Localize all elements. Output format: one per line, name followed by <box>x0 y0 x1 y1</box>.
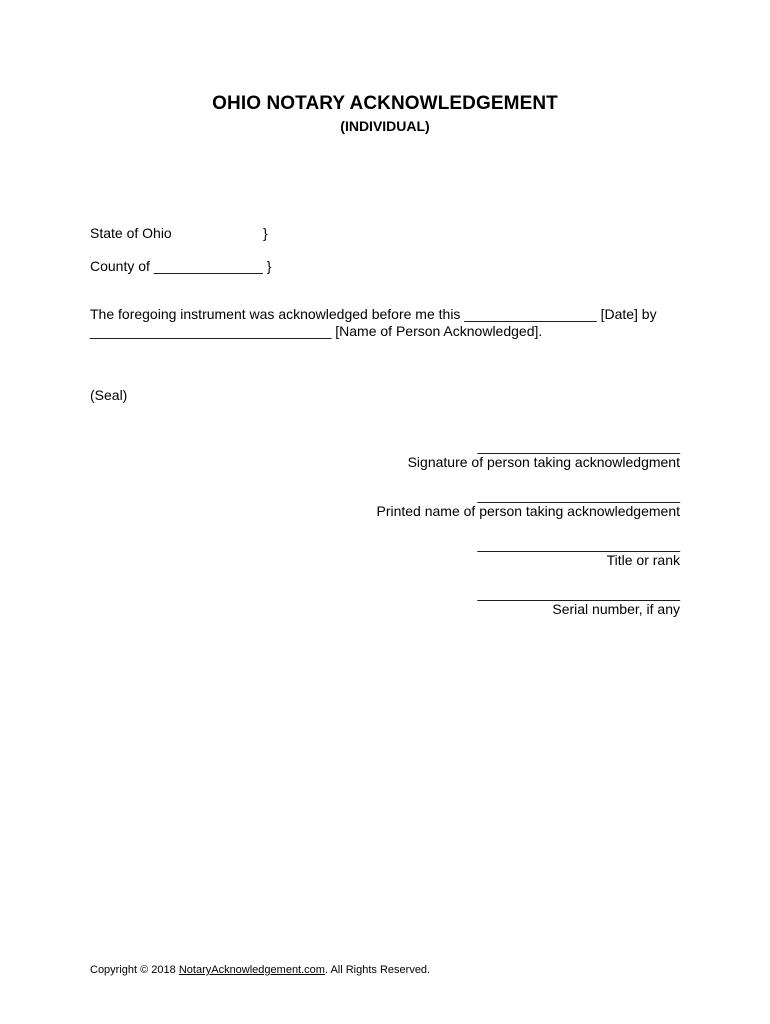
printed-name-label: Printed name of person taking acknowledgement <box>376 503 680 519</box>
serial-number-line: __________________________ <box>477 585 680 601</box>
document-title: OHIO NOTARY ACKNOWLEDGEMENT <box>212 93 558 114</box>
county-label: County of ______________ } <box>90 258 272 274</box>
printed-name-line: __________________________ <box>477 487 680 503</box>
title-rank-label: Title or rank <box>606 552 680 568</box>
serial-number-label: Serial number, if any <box>552 601 680 617</box>
copyright-suffix: . All Rights Reserved. <box>324 964 431 976</box>
copyright-footer <box>90 964 430 976</box>
copyright-prefix: Copyright © 2018 <box>90 964 179 976</box>
document-subtitle: (INDIVIDUAL) <box>340 118 430 134</box>
acknowledgement-text-line-2: _______________________________ [Name of Person Acknowledged]. <box>90 323 543 339</box>
seal-label: (Seal) <box>90 387 128 403</box>
signature-line: __________________________ <box>477 438 680 454</box>
state-label: State of Ohio <box>90 225 172 241</box>
title-rank-line: __________________________ <box>477 536 680 552</box>
copyright-link[interactable]: NotaryAcknowledgement.com <box>178 964 325 976</box>
state-brace: } <box>263 225 268 241</box>
signature-label: Signature of person taking acknowledgment <box>407 454 680 470</box>
acknowledgement-text-line-1: The foregoing instrument was acknowledged before me this _________________ [Date] by <box>90 306 657 322</box>
